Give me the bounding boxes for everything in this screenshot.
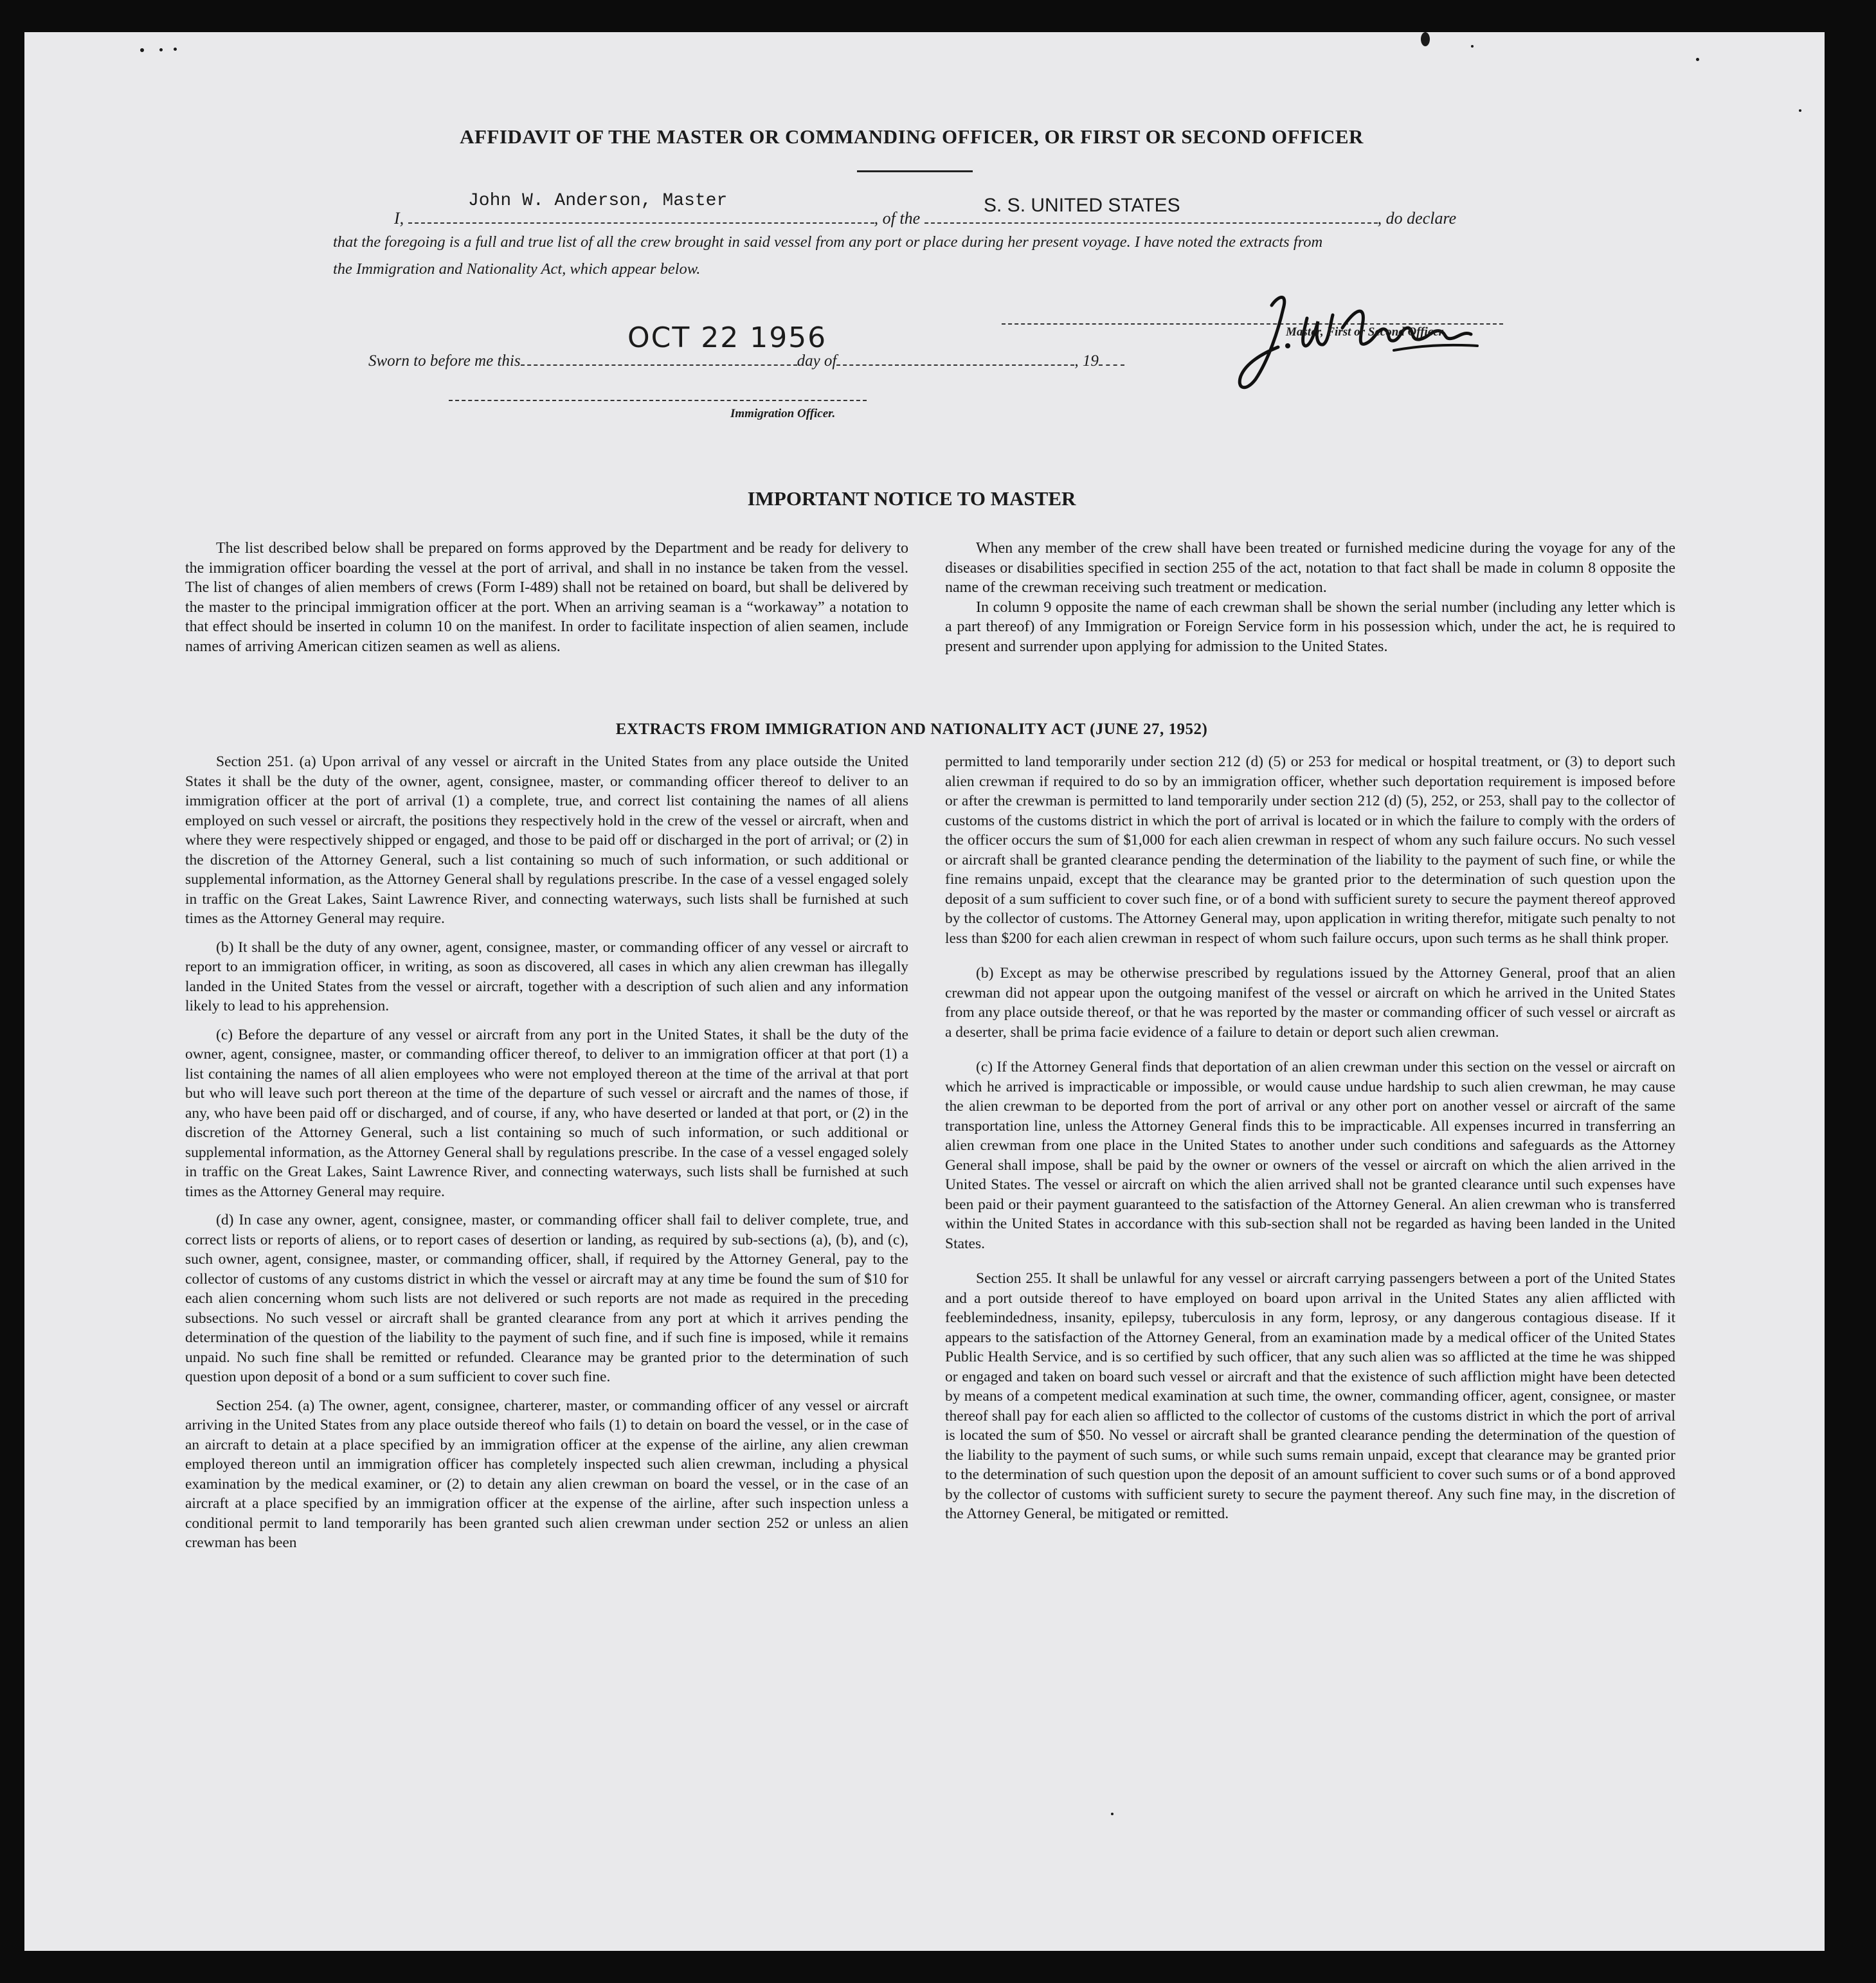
- sworn-label: Sworn to before me this: [368, 352, 521, 370]
- section-254-c: (c) If the Attorney General finds that deportation of an alien crewman under this section on the vessel or aircraft on which he arrived is impracticable or impossible, or would cause undue hardship to such alien crewman, he may cause the alien crewman to be deported from the port of arrival or any other port on another vessel or aircraft of the same transportation line, unless the Attorney General finds this to be impracticable. All expenses incurred in transferring an alien crewman from one place in the United States to another under such conditions and safeguards as the Attorney General shall impose, shall be paid by the owner or owners of the vessel or aircraft on which the alien arrived in the United States. The vessel or aircraft on which the alien arrived shall not be granted clearance until such expenses have been paid or their payment guaranteed to the satisfaction of the Attorney General. An alien crewman who is transferred within the United States in accordance with this sub-section shall not be regarded as having been landed in the United States.: [945, 1059, 1675, 1252]
- vessel-blank: [924, 216, 1378, 224]
- dust-speck: [1111, 1813, 1114, 1815]
- year-blank: [1099, 358, 1124, 366]
- dust-speck: [159, 48, 163, 51]
- date-blank: [521, 358, 797, 366]
- title-divider: [857, 170, 973, 172]
- day-of-label: day of: [797, 352, 837, 370]
- section-254-b: (b) Except as may be otherwise prescribed by regulations issued by the Attorney General, proof that an alien crewman did not appear upon the outgoing manifest of the vessel or aircraft on which he arrived in the United States from any place outside thereof, or that he was reported by the master or commanding officer of such vessel or aircraft as a deserter, shall be prima facie evidence of a failure to detain or deport such alien crewman.: [945, 965, 1675, 1041]
- extracts-right-column: [945, 752, 1675, 1524]
- extracts-left-column: [185, 752, 908, 1553]
- notice-left-paragraph: The list described below shall be prepared on forms approved by the Department and be ready for delivery to the immigration officer boarding the vessel at the port of arrival, and shall in no instance be taken from the vessel. The list of changes of alien members of crews (Form I-489) shall not be retained on board, but shall be delivered by the master to the principal immigration officer at the port. When an arriving seaman is a “workaway” a notation to that effect should be inserted in column 10 on the manifest. In order to facilitate inspection of alien seamen, include names of arriving American citizen seamen as well as aliens.: [185, 540, 908, 655]
- sworn-line: [368, 352, 1124, 370]
- master-officer-label: Master, First or Second Officer.: [1286, 325, 1446, 339]
- of-the-label: , of the: [874, 209, 921, 228]
- date-stamp: OCT 22 1956: [627, 321, 827, 354]
- do-declare-label: , do declare: [1377, 209, 1457, 228]
- notice-left-column: [185, 539, 908, 656]
- notice-right-paragraph-2: In column 9 opposite the name of each crewman shall be shown the serial number (including any letter which is a part thereof) of any Immigration or Foreign Service form in his possession which, under the act, he is required to present and surrender upon applying for admission to the United States.: [945, 598, 1675, 655]
- dust-speck: [1799, 109, 1801, 112]
- notice-title: IMPORTANT NOTICE TO MASTER: [747, 487, 1076, 510]
- affidavit-line-1: [394, 209, 1456, 228]
- extracts-title: EXTRACTS FROM IMMIGRATION AND NATIONALITY ACT (JUNE 27, 1952): [615, 721, 1208, 738]
- declaration-line-1: that the foregoing is a full and true list of all the crew brought in said vessel from any port or place during her present voyage. I have noted the extracts from: [333, 233, 1323, 251]
- section-251-d: (d) In case any owner, agent, consignee, master, or commanding officer shall fail to deliver complete, true, and correct lists or reports of aliens, or to report cases of desertion or landing, as required by sub-sections (a), (b), and (c), such owner, agent, consignee, master, or commanding officer, shall, if required by the Attorney General, pay to the collector of customs of any customs district in which the vessel or aircraft may at any time be found the sum of $10 for each alien concerning whom such lists are not delivered or such reports are not made as required in the preceding subsections. No such vessel or aircraft shall be granted clearance from any port at which it arrives pending the determination of the question of the liability to the payment of such fine, and if such fine is imposed, while it remains unpaid. No such fine shall be remitted or refunded. Clearance may be granted prior to the determination of such question upon deposit of a bond or a sum sufficient to cover such fine.: [185, 1212, 908, 1385]
- affidavit-title: AFFIDAVIT OF THE MASTER OR COMMANDING OFFICER, OR FIRST OR SECOND OFFICER: [460, 125, 1364, 148]
- section-251-c: (c) Before the departure of any vessel or aircraft from any port in the United States, it shall be the duty of the owner, agent, consignee, master, or commanding officer thereof, to deliver to an immigration officer at that port (1) a list containing the names of all alien employees who were not employed thereon at the time of the arrival at that port but who will leave such port thereon at the time of the departure of such vessel or aircraft and the names of those, if any, who have been paid off or discharged, and of course, if any, who have deserted or landed at that port, or (2) in the discretion of the Attorney General, such a list containing so much of such information, or such additional or supplemental information, as the Attorney General shall by regulations prescribe. In the case of a vessel engaged solely in traffic on the Great Lakes, Saint Lawrence River, and connecting waterways, such lists shall be furnished at such times as the Attorney General may require.: [185, 1026, 908, 1200]
- section-254-a: Section 254. (a) The owner, agent, consignee, charterer, master, or commanding officer of any vessel or aircraft arriving in the United States from any place outside thereof who fails (1) to detain on board the vessel, or in the case of an aircraft to detain at a place specified by an immigration officer at the expense of the airline, any alien crewman employed thereon until an immigration officer has completely inspected such alien crewman, including a physical examination by the medical examiner, or (2) to detain any alien crewman on board the vessel, or in the case of an aircraft at a place specified by an immigration officer at the expense of the airline, after such inspection unless a conditional permit to land temporarily has been granted such alien crewman under section 252 or unless an alien crewman has been: [185, 1397, 908, 1551]
- declaration-line-2: the Immigration and Nationality Act, which appear below.: [333, 260, 701, 278]
- vessel-name: S. S. UNITED STATES: [984, 195, 1180, 216]
- dust-speck: [1421, 32, 1430, 46]
- year-label: , 19: [1074, 352, 1099, 370]
- dust-speck: [140, 48, 144, 52]
- dust-speck: [1696, 58, 1699, 61]
- document-page: [24, 32, 1825, 1951]
- section-251-b: (b) It shall be the duty of any owner, agent, consignee, master, or commanding officer of any vessel or aircraft to report to an immigration officer, in writing, as soon as discovered, all cases in which any alien crewman has illegally landed in the United States from the vessel or aircraft, together with a description of such alien and any information likely to lead to his apprehension.: [185, 938, 908, 1014]
- month-blank: [836, 358, 1074, 366]
- section-251-a: Section 251. (a) Upon arrival of any vessel or aircraft in the United States from any place outside the United States it shall be the duty of the owner, agent, consignee, master, or commanding officer thereof to deliver to an immigration officer at the port of arrival (1) a complete, true, and correct list containing the names of all aliens employed on such vessel or aircraft, the positions they respectively hold in the crew of the vessel or aircraft, when and where they were respectively shipped or engaged, and those to be paid off or discharged in the port of arrival; or (2) in the discretion of the Attorney General, such a list containing so much of such information, or such additional or supplemental information, as the Attorney General shall by regulations prescribe. In the case of a vessel engaged solely in traffic on the Great Lakes, Saint Lawrence River, and connecting waterways, such lists shall be furnished at such times as the Attorney General may require.: [185, 753, 908, 927]
- immigration-officer-label: Immigration Officer.: [730, 407, 836, 420]
- notice-right-paragraph-1: When any member of the crew shall have been treated or furnished medicine during the voyage for any of the diseases or disabilities specified in section 255 of the act, notation to that fact shall be made in column 8 opposite the name of the crewman receiving such treatment or medication.: [945, 540, 1675, 596]
- section-254-a-cont: permitted to land temporarily under section 212 (d) (5) or 253 for medical or hospital treatment, or (3) to deport such alien crewman if required to do so by an immigration officer, whether such deportation requirement is imposed before or after the crewman is permitted to land temporarily under section 212 (d) (5), 252, or 253, shall pay to the collector of customs of the customs district in which the port of arrival is located or in which the failure to comply with the orders of the officer occurs the sum of $1,000 for each alien crewman in respect of whom any such failure occurs. No such vessel or aircraft shall be granted clearance pending the determination of the liability to the payment of such fine, or while the fine remains unpaid, except that the clearance may be granted prior to the determination of such question upon the deposit of a sum sufficient to cover such fine, or of a bond with sufficient surety to secure the payment thereof approved by the collector of customs. The Attorney General may, upon application in writing therefor, mitigate such penalty to not less than $200 for each alien crewman in respect of whom such failure occurs, upon such terms as he shall think proper.: [945, 753, 1675, 947]
- master-name: John W. Anderson, Master: [468, 191, 728, 211]
- i-label: I,: [394, 209, 404, 228]
- dust-speck: [1471, 45, 1474, 48]
- section-255: Section 255. It shall be unlawful for any vessel or aircraft carrying passengers between a port of the United States and a port outside thereof to have employed on board upon arrival in the United States any alien afflicted with feeblemindedness, insanity, epilepsy, tuberculosis in any form, leprosy, or any dangerous contagious disease. If it appears to the satisfaction of the Attorney General, from an examination made by a medical officer of the United States Public Health Service, and is so certified by such officer, that any such alien was so afflicted at the time he was shipped or engaged and taken on board such vessel or aircraft and that the existence of such affliction might have been detected by means of a competent medical examination at such time, the owner, commanding officer, agent, consignee, or master thereof shall pay for each alien so afflicted to the collector of customs of the customs district in which the port of arrival is located the sum of $50. No vessel or aircraft shall be granted clearance pending the determination of the question of the liability to the payment of such sums, or while such sums remain unpaid, except that clearance may be granted prior to the determination of such question upon the deposit of an amount sufficient to cover such sums or of a bond approved by the collector of customs with sufficient surety to secure the payment thereof. Any such fine may, in the discretion of the Attorney General, be mitigated or remitted.: [945, 1270, 1675, 1522]
- name-blank: [408, 216, 874, 224]
- dust-speck: [174, 48, 177, 51]
- immigration-officer-line: [449, 393, 867, 401]
- notice-right-column: [945, 539, 1675, 656]
